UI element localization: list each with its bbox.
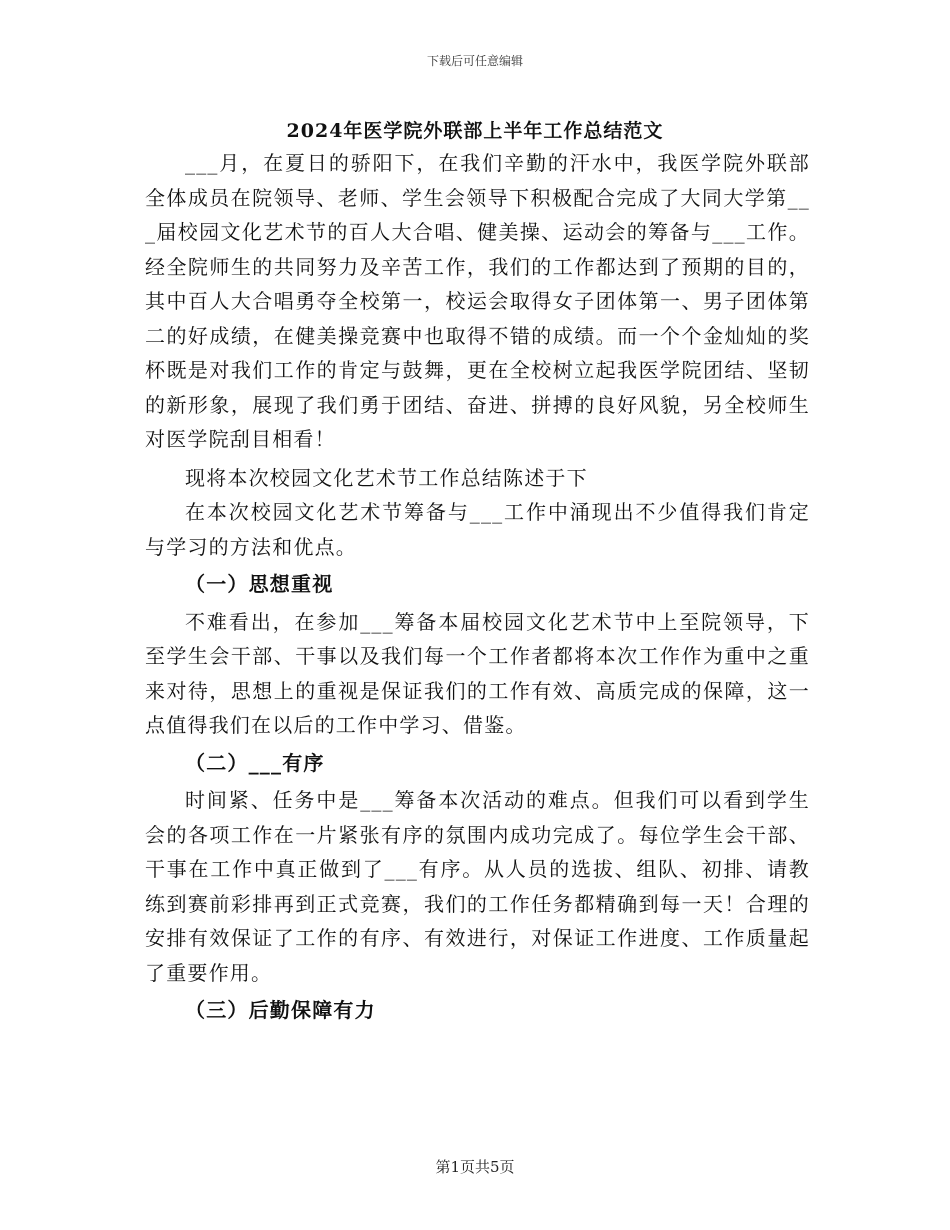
- merits-intro-paragraph: 在本次校园文化艺术节筹备与___工作中涌现出不少值得我们肯定与学习的方法和优点。: [145, 500, 810, 559]
- section-heading-1: （一）思想重视: [185, 572, 334, 596]
- page-indicator: 第1页共5页: [435, 1158, 515, 1176]
- header-note: 下载后可任意编辑: [426, 54, 523, 68]
- section-heading-2: （二）___有序: [185, 750, 325, 775]
- intro-paragraph: ___月，在夏日的骄阳下，在我们辛勤的汗水中，我医学院外联部全体成员在院领导、老师、学生会领导下积极配合完成了大同大学第___届校园文化艺术节的百人大合唱、健美操、运动会的筹备与___工作。经全院师生的共同努力及辛苦工作，我们的工作都达到了预期的目的，其中百人大合唱勇夺全校第一，校运会取得女子团体第一、男子团体第二的好成绩，在健美操竞赛中也取得不错的成绩。而一个个金灿灿的奖杯既是对我们工作的肯定与鼓舞，更在全校树立起我医学院团结、坚韧的新形象，展现了我们勇于团结、奋进、拼搏的良好风貌，另全校师生对医学院刮目相看！: [145, 151, 810, 451]
- page-title: 2024年医学院外联部上半年工作总结范文: [286, 120, 664, 142]
- document-body: [145, 146, 810, 1031]
- summary-lead-paragraph: 现将本次校园文化艺术节工作总结陈述于下: [185, 465, 588, 490]
- section-heading-3: （三）后勤保障有力: [185, 998, 376, 1022]
- section-body-2: 时间紧、任务中是___筹备本次活动的难点。但我们可以看到学生会的各项工作在一片紧张有序的氛围内成功完成了。每位学生会干部、干事在工作中真正做到了___有序。从人员的选拔、组队、初排、请教练到赛前彩排再到正式竞赛，我们的工作任务都精确到每一天！合理的安排有效保证了工作的有序、有效进行，对保证工作进度、工作质量起了重要作用。: [145, 788, 810, 985]
- section-body-1: 不难看出，在参加___筹备本届校园文化艺术节中上至院领导，下至学生会干部、干事以及我们每一个工作者都将本次工作作为重中之重来对待，思想上的重视是保证我们的工作有效、高质完成的保障，这一点值得我们在以后的工作中学习、借鉴。: [145, 609, 810, 737]
